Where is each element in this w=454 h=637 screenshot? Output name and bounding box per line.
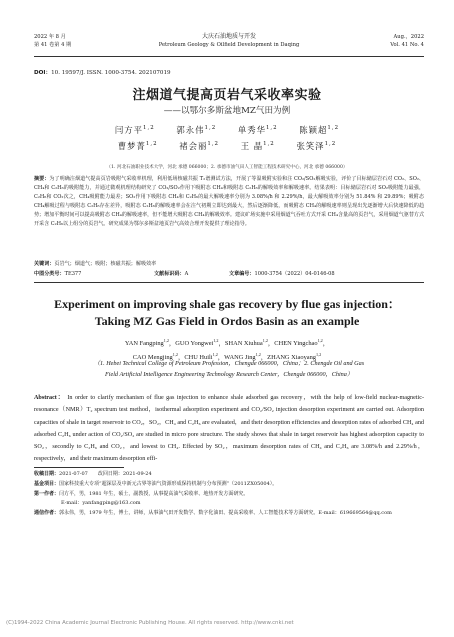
doi-line [34, 68, 171, 76]
copyright-line: (C)1994-2022 China Academic Journal Electronic Publishing House. All rights reserved. http://www.cnki.net [6, 620, 294, 626]
footnote-received: 收稿日期：2021-07-07 改回日期：2021-09-24 [34, 471, 152, 477]
author-cn: 郭永伟$^{1,2}$ [176, 125, 217, 135]
abstract-en-label: Abstract： [34, 395, 65, 401]
authors-cn-row2 [0, 140, 454, 152]
header-volume-cn: 第 41 卷第 4 期 [34, 42, 72, 48]
keywords-cn-label: 关键词： [34, 261, 55, 267]
header-date-en: Aug.，2022 [393, 34, 424, 40]
header-right [390, 33, 424, 49]
keywords-cn [34, 260, 424, 268]
doi-label: DOI： [34, 70, 52, 76]
authors-en-line2: CAO Mengjing$^{1,2}$，CHU Huili$^{1,2}$，WANG Jing$^{1,2}$，ZHANG Xiaoyang$^{1,2}$ [132, 352, 322, 362]
author-cn: 褚会丽$^{1,2}$ [179, 141, 220, 151]
footnote-corresponding-author: 通信作者：郭永伟，男，1979 年生，博士，讲师，从事油气田开发数学、数字化油田、提高采收率、人工智能技术等方面研究。E-mail：619669564@qq.com [34, 510, 392, 517]
abstract-cn-label: 摘要： [34, 176, 50, 182]
author-cn: 曹梦菁$^{1,2}$ [117, 141, 158, 151]
affiliation-en-line2: Field Artificial Intelligence Engineering Technology Research Center，Chengde 066000，China） [104, 371, 354, 378]
article-number-field: 文章编号：1000-3754（2022）04-0146-08 [229, 271, 335, 277]
footnote-funding: 基金项目：国家科技重大专项“超深层及中新元古界等油气资源形成保持机制与分布预测”（2011ZX05004）。 [34, 480, 278, 487]
title-en-line1: Experiment on improving shale gas recovery by flue gas injection： [54, 297, 400, 311]
doi-value: 10. 19597/J. ISSN. 1000-3754. 202107019 [51, 70, 171, 76]
title-en [20, 296, 434, 330]
abstract-en-text: In order to clarify mechanism of flue gas injection to enhance shale adsorbed gas recovery，with the help of low-field nuclear-magnetic-resonance（NMR）T₂ spectrum test method，isothermal adsorption experiment and CO₂/SO₂ injection desorption experiment are carried out. Adsorption capacities of shale in target reservoir to CO₂，SO₂，CH₄ and C₂H₆ are evaluated，and their desorption efficiencies and desorption rates of adsorbed CH₄ and adsorbed C₂H₆ under action of CO₂/SO₂ are studied in micro pore structure. The study shows that shale in target reservoir has highest adsorption capacity to SO₂，secondly to C₂H₆ and CO₂，and lowest to CH₄. Effected by SO₂，maximum desorption rates of CH₄ and C₂H₆ are 3.08%/h and 2.29%/h，respectively，and their maximum desorption effi- [34, 395, 424, 463]
subtitle-cn: ——以鄂尔多斯盆地MZ气田为例 [163, 106, 291, 116]
author-cn: 张笑泽$^{1,2}$ [296, 141, 337, 151]
journal-name-cn: 大庆石油地质与开发 [201, 33, 256, 40]
doc-code-field: 文献标识码：A [154, 271, 189, 277]
affiliation-en-line1: （1. Hebei Technical College of Petroleum Profession，Chengde 066000，China；2. Chengde Oil and Gas [93, 360, 365, 367]
journal-name-en: Petroleum Geology & Oilfield Development in Daqing [158, 42, 300, 48]
author-cn: 闫方平$^{1,2}$ [114, 125, 155, 135]
title-cn: 注烟道气提高页岩气采收率实验 [132, 88, 322, 103]
affiliation-en [34, 358, 424, 380]
clc-field: 中图分类号：TE377 [34, 271, 82, 277]
header-rule [34, 56, 424, 57]
header-center [34, 33, 424, 49]
abstract-en [34, 392, 424, 466]
footnote-first-author: 第一作者：闫方平，男，1981 年生，硕士，副教授，从事提高油气采收率、地热开发方面研究。 [34, 490, 249, 497]
footnote-first-author-email: E-mail：yanfangping@163.com [61, 500, 141, 507]
footnote-rule [34, 467, 124, 468]
running-header [34, 33, 424, 63]
author-cn: 单秀华$^{1,2}$ [237, 125, 278, 135]
footnotes [34, 470, 424, 519]
section-rule [34, 282, 424, 283]
affiliation-cn: （1. 河北石油职业技术大学，河北 承德 066000；2. 承德市油气田人工智能工程技术研究中心，河北 承德 066000） [106, 165, 348, 170]
authors-en-line1: YAN Fangping$^{1,2}$，GUO Yongwei$^{1,2}$，SHAN Xiuhua$^{1,2}$，CHEN Yingchao$^{1,2}$， [124, 338, 330, 348]
abstract-cn-text: 为了明确注烟道气提高页岩吸附气采收率机理，利用低场核磁共振 T₂谱测试方法，开展了等温吸附实验和注 CO₂/SO₂解吸实验，评价了目标储层岩石对 CO₂、SO₂、CH₄和 C₂H₆的吸附能力，并通过微观机理结构研究了 CO₂/SO₂作用下吸附态 CH₄和吸附态 C₂H₆的解吸效率和解吸速率。结果表明：目标储层岩石对 SO₂吸附能力最强，C₂H₆和 CO₂次之，CH₄吸附能力最差；SO₂作用下吸附态 CH₄和 C₂H₆的最大解吸速率分别为 3.08%/h 和 2.29%/h，最大解吸效率分别为 51.84% 和 29.89%；吸附态 CH₄解吸过程与吸附态 C₂H₆存在差异，吸附态 C₂H₆的解吸速率会在注气初期立即达到最大，然后逐渐降低，而吸附态 CH₄的解吸速率则呈现出先逐渐增大后快速降低的趋势；增加平衡时间可以提高吸附态 CH₄的解吸速率，但不能增大吸附态 CH₄的解吸效率。建议矿场实施中采用烟道气吞吐方式开采 CH₄含量高的页岩气，采用烟道气驱替方式开采含 C₂H₆以上组分的页岩气。研究成果为鄂尔多斯盆地页岩气高效合理开发提供了理论指导。 [34, 176, 425, 227]
author-cn: 陈颖超$^{1,2}$ [299, 125, 340, 135]
abstract-cn [34, 175, 424, 228]
keywords-cn-text: 页岩气；烟道气；吸附；核磁共振；解吸效率 [54, 261, 157, 267]
author-cn: 王 晶$^{1,2}$ [240, 141, 275, 151]
header-date: 2022 年 8 月 [34, 34, 66, 40]
authors-cn-row1 [0, 124, 454, 136]
header-volume-en: Vol. 41 No. 4 [390, 42, 424, 48]
title-en-line2: Taking MZ Gas Field in Ordos Basin as an example [94, 314, 360, 328]
